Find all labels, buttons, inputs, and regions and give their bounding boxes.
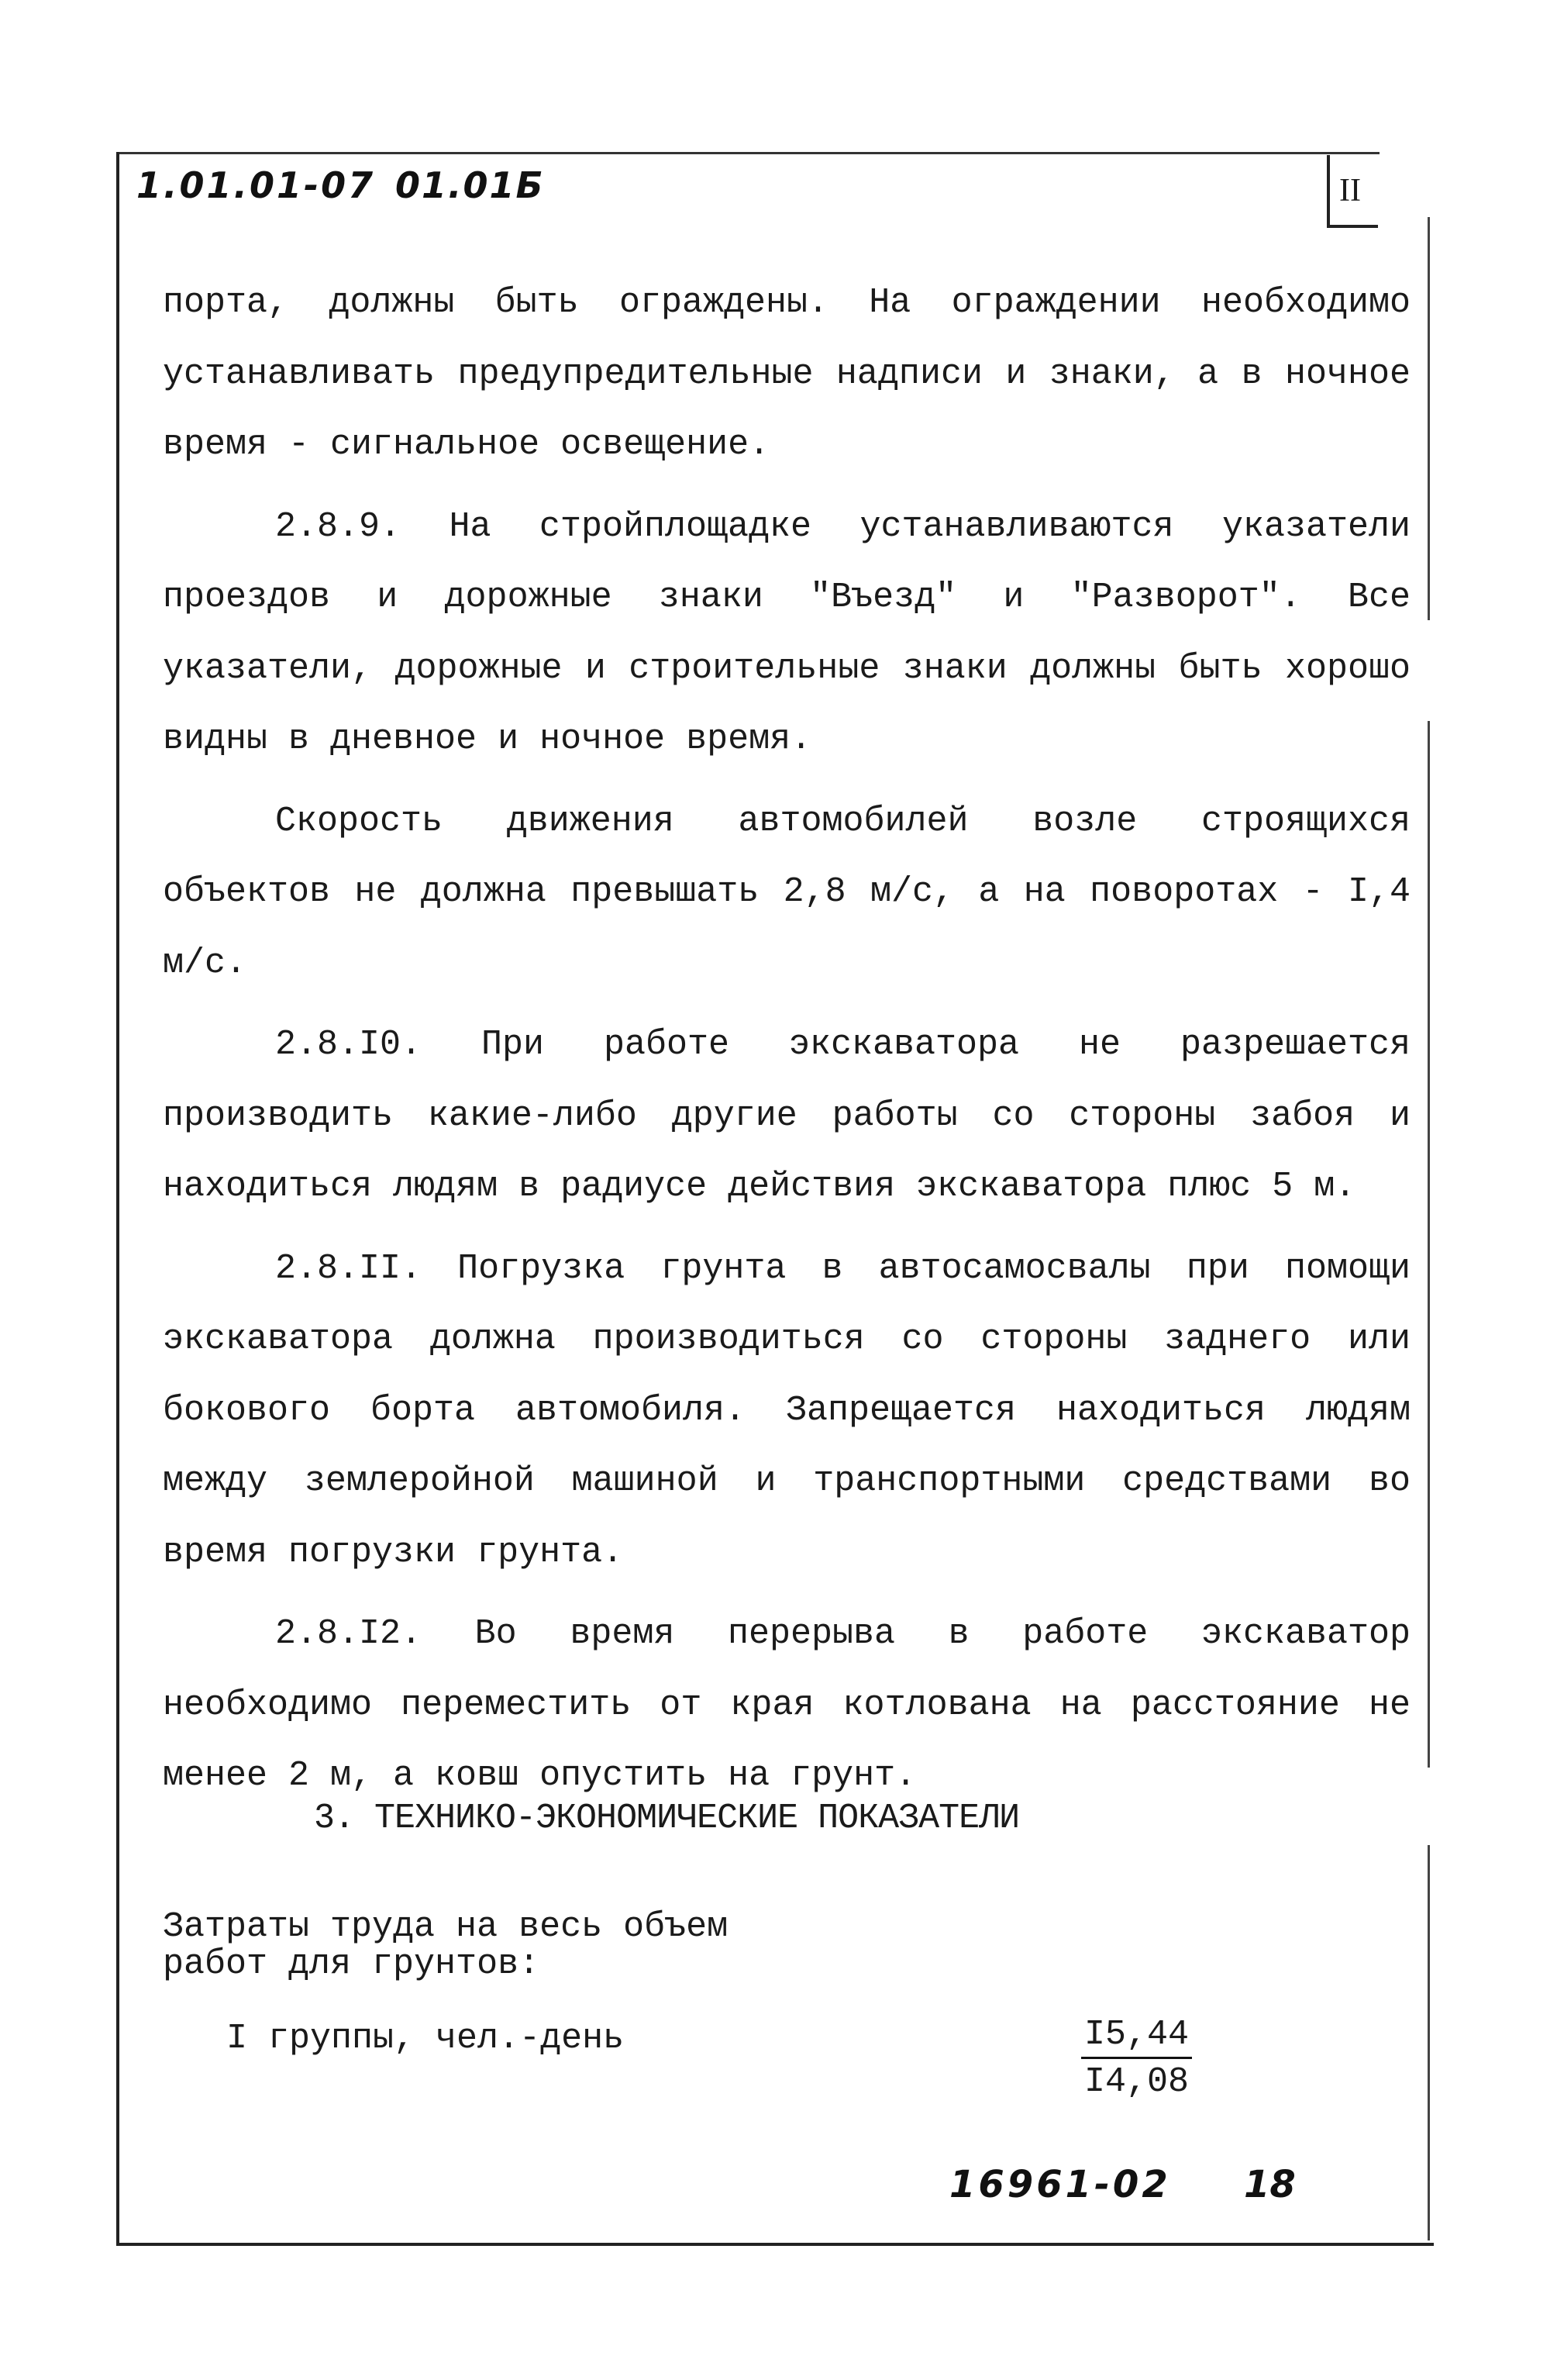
footer-document-code: 16961-02 — [949, 2163, 1171, 2206]
frame-right-line — [1428, 721, 1430, 1768]
labor-cost-line: Затраты труда на весь объем — [163, 1907, 729, 1947]
labor-cost-line: работ для грунтов: — [163, 1944, 540, 1984]
paragraph-2-8-9: 2.8.9. На стройплощадке устанавливаются указатели проездов и дорожные знаки "Въезд" и "Разворот". Все указатели, дорожные и строительные знаки должны быть хорошо видны в дневное и ночное время. — [163, 506, 1411, 759]
group-label: I группы, чел.-день — [226, 2019, 625, 2058]
paragraph: порта, должны быть ограждены. На ограждении необходимо устанавливать предупредительные надписи и знаки, а в ночное время - сигнальное освещение. — [163, 283, 1411, 464]
frame-right-line — [1428, 217, 1430, 620]
footer-sheet-number: 18 — [1244, 2163, 1296, 2206]
labor-cost-text — [163, 1909, 860, 1983]
paragraph-speed: Скорость движения автомобилей возле строящихся объектов не должна превышать 2,8 м/с, а на поворотах - I,4 м/с. — [163, 801, 1411, 983]
frame-bottom-line — [116, 2243, 1434, 2246]
group-value-denominator: I4,08 — [1084, 2062, 1190, 2102]
document-code: 1.01.01-07 — [136, 164, 376, 206]
frame-right-line — [1428, 1845, 1430, 2240]
frame-left-line — [116, 152, 119, 2245]
group-value-numerator: I5,44 — [1081, 2013, 1192, 2059]
body-text — [163, 267, 1411, 1812]
frame-top-line — [116, 152, 1380, 154]
section-heading: 3. ТЕХНИКО-ЭКОНОМИЧЕСКИЕ ПОКАЗАТЕЛИ — [314, 1799, 1020, 1838]
paragraph-2-8-10: 2.8.I0. При работе экскаватора не разрешается производить какие-либо другие работы со стороны забоя и находиться людям в радиусе действия экскаватора плюс 5 м. — [163, 1025, 1411, 1206]
paragraph-2-8-11: 2.8.II. Погрузка грунта в автосамосвалы при помощи экскаватора должна производиться со стороны заднего или бокового борта автомобиля. Запрещается находиться людям между землеройной машиной и транспортными средствами во время погрузки грунта. — [163, 1248, 1411, 1572]
document-code-secondary: 01.01Б — [395, 164, 545, 206]
group-value-fraction — [1081, 2013, 1192, 2106]
paragraph-2-8-12: 2.8.I2. Во время перерыва в работе экскаватор необходимо переместить от края котлована на расстояние не менее 2 м, а ковш опустить на грунт. — [163, 1614, 1411, 1795]
page-number: II — [1339, 173, 1361, 209]
